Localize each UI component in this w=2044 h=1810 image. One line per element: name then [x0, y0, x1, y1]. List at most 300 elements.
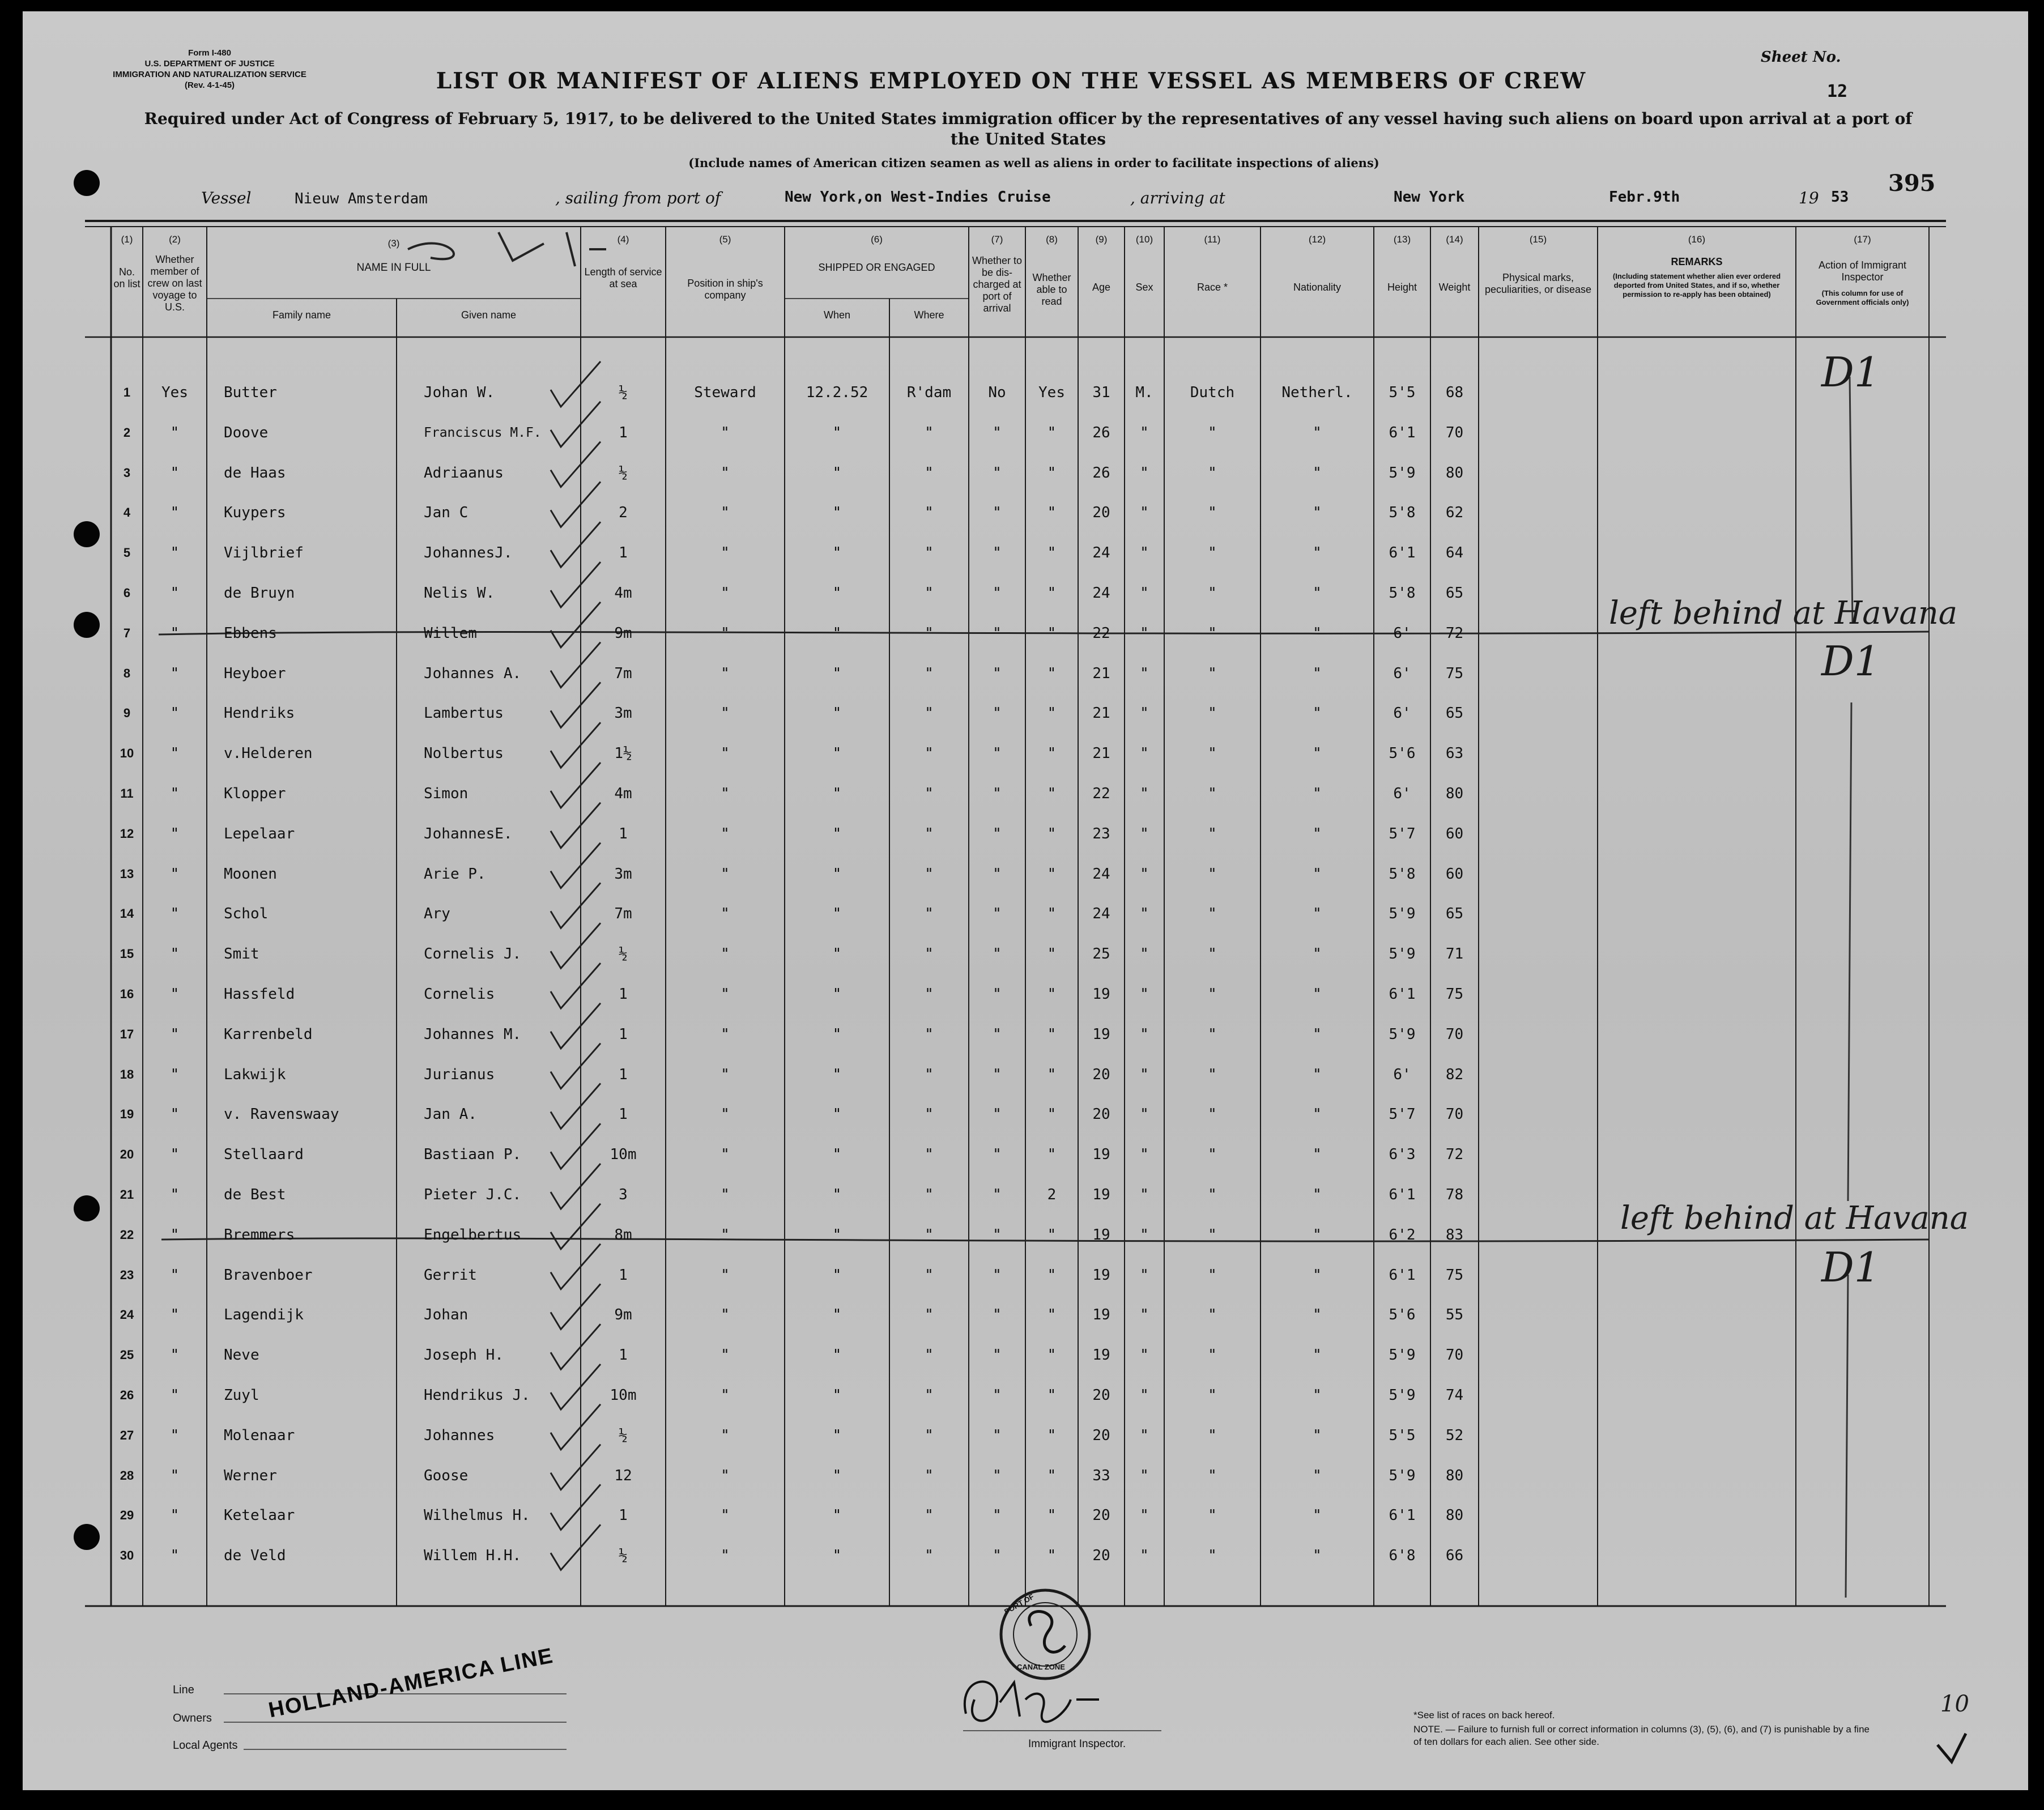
cell-sex: " [1140, 785, 1149, 802]
cell-no: 1 [123, 385, 131, 399]
cell-age: 25 [1092, 946, 1110, 963]
cell-nat: Netherl. [1281, 384, 1353, 401]
cell-weight: 60 [1445, 825, 1464, 842]
remark-left-behind-row22: left behind at Havana [1620, 1200, 1969, 1237]
cell-given: Nolbertus [424, 745, 504, 763]
cell-service: 12 [614, 1467, 632, 1484]
cell-nat: " [1313, 1226, 1322, 1243]
cell-no: 24 [120, 1308, 134, 1322]
footer-agents-label: Local Agents [173, 1739, 238, 1752]
cell-position: " [721, 1507, 730, 1524]
cell-position: Steward [694, 384, 756, 401]
cell-height: 5'6 [1389, 1306, 1416, 1324]
cell-position: " [721, 1306, 730, 1324]
cell-read: " [1047, 825, 1057, 842]
header-discharged: Whether to be dis-charged at port of arrival [972, 255, 1023, 314]
cell-when: " [832, 1507, 842, 1524]
cell-no: 6 [123, 586, 131, 600]
cell-race: " [1208, 1025, 1217, 1043]
cell-weight: 80 [1445, 1507, 1464, 1524]
cell-weight: 82 [1445, 1066, 1464, 1083]
cell-disch: " [993, 1507, 1002, 1524]
cell-prev: " [170, 905, 180, 923]
cell-race: " [1208, 1347, 1217, 1364]
cell-weight: 65 [1445, 905, 1464, 923]
cell-height: 6'3 [1389, 1146, 1416, 1164]
cell-weight: 68 [1445, 384, 1464, 401]
col-number: (17) [1854, 234, 1871, 245]
cell-position: " [721, 1387, 730, 1404]
cell-when: " [832, 986, 842, 1003]
cell-age: 26 [1092, 464, 1110, 482]
cell-nat: " [1313, 745, 1322, 763]
col-number: (11) [1204, 234, 1221, 245]
cell-where: " [925, 1306, 934, 1324]
cell-read: " [1047, 624, 1057, 642]
cell-where: " [925, 905, 934, 923]
cell-no: 19 [120, 1107, 134, 1122]
cell-age: 21 [1092, 705, 1110, 722]
cell-sex: " [1140, 1547, 1149, 1565]
cell-position: " [721, 544, 730, 562]
cell-service: 3m [614, 705, 632, 722]
cell-where: " [925, 1025, 934, 1043]
cell-disch: " [993, 825, 1002, 842]
cell-given: Goose [424, 1467, 469, 1484]
cell-read: " [1047, 585, 1057, 602]
cell-family: de Bruyn [224, 585, 295, 602]
cell-read: " [1047, 1025, 1057, 1043]
cell-race: " [1208, 1266, 1217, 1284]
cell-when: " [832, 1226, 842, 1243]
form-number: Form I-480 [188, 48, 231, 58]
cell-weight: 60 [1445, 865, 1464, 883]
cell-prev: " [170, 946, 180, 963]
cell-given: Hendrikus J. [424, 1387, 530, 1404]
cell-nat: " [1313, 504, 1322, 522]
cell-when: " [832, 1146, 842, 1164]
cell-family: de Veld [224, 1547, 286, 1565]
cell-height: 5'9 [1389, 905, 1416, 923]
cell-where: " [925, 1426, 934, 1444]
cell-prev: " [170, 424, 180, 441]
cell-where: " [925, 1106, 934, 1123]
cell-race: " [1208, 905, 1217, 923]
cell-height: 5'9 [1389, 1347, 1416, 1364]
cell-no: 11 [120, 786, 134, 800]
cell-sex: " [1140, 865, 1149, 883]
cell-race: " [1208, 1146, 1217, 1164]
cell-disch: " [993, 1106, 1002, 1123]
vessel-name: Nieuw Amsterdam [295, 190, 428, 207]
cell-disch: " [993, 464, 1002, 482]
cell-disch: " [993, 424, 1002, 441]
cell-read: " [1047, 1226, 1057, 1243]
manifest-note: (Include names of American citizen seamen as well as aliens in order to facilitate inspections of aliens) [688, 156, 1379, 170]
cell-race: " [1208, 1547, 1217, 1565]
cell-no: 23 [120, 1267, 134, 1282]
cell-height: 5'5 [1389, 1426, 1416, 1444]
cell-service: 10m [610, 1387, 637, 1404]
port-stamp-top: PORT OF [1003, 1592, 1036, 1616]
cell-service: ½ [619, 1426, 628, 1444]
cell-read: " [1047, 464, 1057, 482]
cell-position: " [721, 986, 730, 1003]
cell-read: " [1047, 1507, 1057, 1524]
cell-when: " [832, 1266, 842, 1284]
cell-read: " [1047, 665, 1057, 682]
col-number: (7) [991, 234, 1003, 245]
cell-where: " [925, 1186, 934, 1203]
cell-family: Vijlbrief [224, 544, 304, 562]
cell-no: 28 [120, 1468, 134, 1483]
cell-no: 22 [120, 1227, 134, 1242]
cell-given: Johan [424, 1306, 469, 1324]
cell-read: " [1047, 1306, 1057, 1324]
cell-position: " [721, 1266, 730, 1284]
cell-nat: " [1313, 585, 1322, 602]
cell-where: R'dam [906, 384, 952, 401]
cell-height: 5'6 [1389, 745, 1416, 763]
cell-family: Zuyl [224, 1387, 259, 1404]
cell-age: 24 [1092, 865, 1110, 883]
corner-mark: 10 [1940, 1691, 1969, 1717]
cell-given: Gerrit [424, 1266, 477, 1284]
cell-age: 23 [1092, 825, 1110, 842]
cell-race: " [1208, 624, 1217, 642]
departure-port: New York,on West-Indies Cruise [785, 189, 1051, 206]
cell-position: " [721, 865, 730, 883]
cell-family: Lakwijk [224, 1066, 286, 1083]
cell-service: 1 [619, 1066, 628, 1083]
sheet-label: Sheet No. [1761, 49, 1841, 66]
cell-prev: " [170, 1547, 180, 1565]
col-number: (9) [1095, 234, 1108, 245]
cell-given: Johannes [424, 1426, 495, 1444]
cell-where: " [925, 504, 934, 522]
cell-when: " [832, 905, 842, 923]
cell-sex: " [1140, 1347, 1149, 1364]
holland-america-line-stamp: HOLLAND-AMERICA LINE [266, 1643, 556, 1723]
header-able-to-read: Whether able to read [1032, 272, 1071, 307]
cell-sex: " [1140, 1387, 1149, 1404]
cell-race: " [1208, 544, 1217, 562]
cell-where: " [925, 745, 934, 763]
cell-height: 6' [1393, 624, 1411, 642]
cell-age: 31 [1092, 384, 1110, 401]
cell-family: v. Ravenswaay [224, 1106, 339, 1123]
cell-when: " [832, 1387, 842, 1404]
cell-nat: " [1313, 544, 1322, 562]
cell-service: ½ [619, 1547, 628, 1565]
cell-prev: " [170, 1066, 180, 1083]
cell-service: 3 [619, 1186, 628, 1203]
cell-nat: " [1313, 624, 1322, 642]
cell-weight: 70 [1445, 424, 1464, 441]
cell-family: Ketelaar [224, 1507, 295, 1524]
cell-given: Adriaanus [424, 464, 504, 482]
cell-weight: 52 [1445, 1426, 1464, 1444]
cell-read: " [1047, 1146, 1057, 1164]
header-when: When [823, 309, 851, 321]
cell-weight: 65 [1445, 585, 1464, 602]
col-number: (14) [1446, 234, 1463, 245]
cell-read: " [1047, 544, 1057, 562]
cell-where: " [925, 665, 934, 682]
cell-race: " [1208, 1226, 1217, 1243]
cell-height: 6'1 [1389, 1507, 1416, 1524]
cell-sex: " [1140, 544, 1149, 562]
cell-age: 19 [1092, 1146, 1110, 1164]
cell-family: Lepelaar [224, 825, 295, 842]
cell-position: " [721, 1426, 730, 1444]
cell-read: Yes [1038, 384, 1065, 401]
cell-when: " [832, 424, 842, 441]
cell-nat: " [1313, 1306, 1322, 1324]
year-prefix: 19 [1799, 189, 1819, 207]
cell-given: Johannes M. [424, 1025, 522, 1043]
cell-sex: " [1140, 1507, 1149, 1524]
cell-service: ½ [619, 464, 628, 482]
cell-age: 19 [1092, 1266, 1110, 1284]
cell-position: " [721, 785, 730, 802]
cell-service: 7m [614, 905, 632, 923]
cell-no: 12 [120, 826, 134, 841]
cell-no: 4 [123, 505, 131, 520]
cell-when: " [832, 1106, 842, 1123]
cell-sex: " [1140, 464, 1149, 482]
cell-sex: " [1140, 1306, 1149, 1324]
cell-read: " [1047, 1426, 1057, 1444]
cell-when: " [832, 705, 842, 722]
cell-disch: " [993, 986, 1002, 1003]
cell-prev: " [170, 464, 180, 482]
cell-nat: " [1313, 464, 1322, 482]
cell-given: Franciscus M.F. [424, 425, 542, 440]
cell-weight: 70 [1445, 1025, 1464, 1043]
cell-where: " [925, 865, 934, 883]
col-number: (13) [1393, 234, 1411, 245]
header-physical-marks: Physical marks, peculiarities, or disease [1484, 272, 1592, 295]
cell-sex: " [1140, 504, 1149, 522]
cell-disch: " [993, 665, 1002, 682]
cell-position: " [721, 665, 730, 682]
cell-given: Johan W. [424, 384, 495, 401]
cell-race: " [1208, 585, 1217, 602]
cell-where: " [925, 946, 934, 963]
cell-age: 20 [1092, 1387, 1110, 1404]
arrival-date: Febr.9th [1609, 189, 1680, 206]
cell-given: Bastiaan P. [424, 1146, 522, 1164]
cell-sex: " [1140, 1226, 1149, 1243]
footer-line-label: Line [173, 1684, 194, 1696]
cell-read: " [1047, 1387, 1057, 1404]
cell-disch: " [993, 1186, 1002, 1203]
cell-service: 2 [619, 504, 628, 522]
cell-family: Stellaard [224, 1146, 304, 1164]
cell-height: 5'8 [1389, 504, 1416, 522]
cell-prev: " [170, 585, 180, 602]
cell-race: " [1208, 1106, 1217, 1123]
cell-prev: " [170, 1226, 180, 1243]
cell-read: " [1047, 1467, 1057, 1484]
cell-nat: " [1313, 705, 1322, 722]
cell-position: " [721, 464, 730, 482]
cell-given: JohannesJ. [424, 544, 513, 562]
cell-age: 19 [1092, 986, 1110, 1003]
cell-position: " [721, 1347, 730, 1364]
cell-height: 5'7 [1389, 1106, 1416, 1123]
cell-no: 8 [123, 666, 131, 680]
cell-weight: 64 [1445, 544, 1464, 562]
cell-where: " [925, 1266, 934, 1284]
cell-position: " [721, 424, 730, 441]
cell-where: " [925, 1226, 934, 1243]
cell-disch: " [993, 1387, 1002, 1404]
cell-position: " [721, 1547, 730, 1565]
cell-where: " [925, 785, 934, 802]
cell-age: 20 [1092, 1106, 1110, 1123]
cell-family: v.Helderen [224, 745, 313, 763]
cell-given: Wilhelmus H. [424, 1507, 530, 1524]
cell-prev: " [170, 1025, 180, 1043]
cell-sex: M. [1135, 384, 1153, 401]
cell-prev: " [170, 544, 180, 562]
cell-service: ½ [619, 384, 628, 401]
action-d1-middle: D1 [1821, 637, 1880, 685]
cell-family: Neve [224, 1347, 259, 1364]
cell-where: " [925, 825, 934, 842]
cell-sex: " [1140, 665, 1149, 682]
cell-weight: 62 [1445, 504, 1464, 522]
cell-nat: " [1313, 1467, 1322, 1484]
cell-no: 2 [123, 425, 131, 440]
cell-family: Kuypers [224, 504, 286, 522]
cell-weight: 78 [1445, 1186, 1464, 1203]
cell-given: Johannes A. [424, 665, 522, 682]
cell-service: 9m [614, 624, 632, 642]
cell-when: " [832, 1025, 842, 1043]
cell-nat: " [1313, 986, 1322, 1003]
cell-race: " [1208, 825, 1217, 842]
cell-sex: " [1140, 1106, 1149, 1123]
cell-race: " [1208, 665, 1217, 682]
cell-read: " [1047, 986, 1057, 1003]
cell-family: Molenaar [224, 1426, 295, 1444]
cell-service: 1 [619, 1106, 628, 1123]
cell-given: Lambertus [424, 705, 504, 722]
cell-race: " [1208, 745, 1217, 763]
cell-race: " [1208, 946, 1217, 963]
header-inspector-action: Action of Immigrant Inspector [1818, 259, 1907, 283]
cell-race: " [1208, 785, 1217, 802]
cell-disch: " [993, 705, 1002, 722]
cell-prev: " [170, 1347, 180, 1364]
cell-sex: " [1140, 705, 1149, 722]
cell-age: 26 [1092, 424, 1110, 441]
cell-prev: " [170, 986, 180, 1003]
cell-prev: Yes [161, 384, 188, 401]
cell-age: 24 [1092, 585, 1110, 602]
cell-nat: " [1313, 665, 1322, 682]
cell-disch: " [993, 1426, 1002, 1444]
col-number: (5) [719, 234, 731, 245]
cell-prev: " [170, 624, 180, 642]
cell-no: 25 [120, 1348, 134, 1362]
cell-prev: " [170, 1426, 180, 1444]
cell-position: " [721, 1186, 730, 1203]
cell-when: " [832, 504, 842, 522]
cell-disch: " [993, 1226, 1002, 1243]
cell-position: " [721, 624, 730, 642]
action-d1-top: D1 [1821, 348, 1880, 396]
cell-given: Cornelis [424, 986, 495, 1003]
cell-service: 4m [614, 585, 632, 602]
cell-family: de Haas [224, 464, 286, 482]
cell-no: 16 [120, 987, 134, 1001]
cell-sex: " [1140, 986, 1149, 1003]
cell-race: " [1208, 1426, 1217, 1444]
cell-read: " [1047, 424, 1057, 441]
col-number: (10) [1135, 234, 1153, 245]
header-nationality: Nationality [1293, 282, 1342, 293]
page-stamp-number: 395 [1888, 170, 1936, 197]
cell-given: Willem [424, 624, 477, 642]
cell-sex: " [1140, 905, 1149, 923]
cell-disch: " [993, 905, 1002, 923]
cell-read: " [1047, 785, 1057, 802]
cell-disch: " [993, 1467, 1002, 1484]
cell-no: 7 [123, 625, 131, 640]
cell-where: " [925, 464, 934, 482]
cell-height: 5'7 [1389, 825, 1416, 842]
cell-height: 6'1 [1389, 986, 1416, 1003]
cell-height: 5'5 [1389, 384, 1416, 401]
cell-prev: " [170, 1387, 180, 1404]
cell-prev: " [170, 865, 180, 883]
cell-no: 21 [120, 1187, 134, 1202]
header-remarks-note: (Including statement whether alien ever ordered deported from United States, and if so, whether permission to re-apply has been obtained) [1612, 272, 1781, 299]
cell-given: Nelis W. [424, 585, 495, 602]
cell-race: " [1208, 1306, 1217, 1324]
cell-family: Klopper [224, 785, 286, 802]
cell-family: Werner [224, 1467, 277, 1484]
cell-when: " [832, 1306, 842, 1324]
cell-no: 30 [120, 1548, 134, 1563]
cell-height: 6' [1393, 665, 1411, 682]
cell-nat: " [1313, 1186, 1322, 1203]
cell-age: 19 [1092, 1025, 1110, 1043]
cell-race: " [1208, 424, 1217, 441]
cell-nat: " [1313, 1547, 1322, 1565]
cell-race: " [1208, 865, 1217, 883]
cell-read: " [1047, 865, 1057, 883]
cell-disch: " [993, 1066, 1002, 1083]
cell-prev: " [170, 1306, 180, 1324]
cell-age: 24 [1092, 905, 1110, 923]
cell-when: " [832, 1467, 842, 1484]
cell-when: " [832, 825, 842, 842]
cell-sex: " [1140, 1467, 1149, 1484]
cell-height: 6' [1393, 785, 1411, 802]
cell-where: " [925, 624, 934, 642]
col-number: (2) [169, 234, 181, 245]
cell-when: " [832, 544, 842, 562]
races-footnote: *See list of races on back hereof. [1413, 1710, 1555, 1720]
cell-height: 6' [1393, 705, 1411, 722]
cell-where: " [925, 1507, 934, 1524]
header-no-on-list: No. on list [113, 266, 140, 289]
